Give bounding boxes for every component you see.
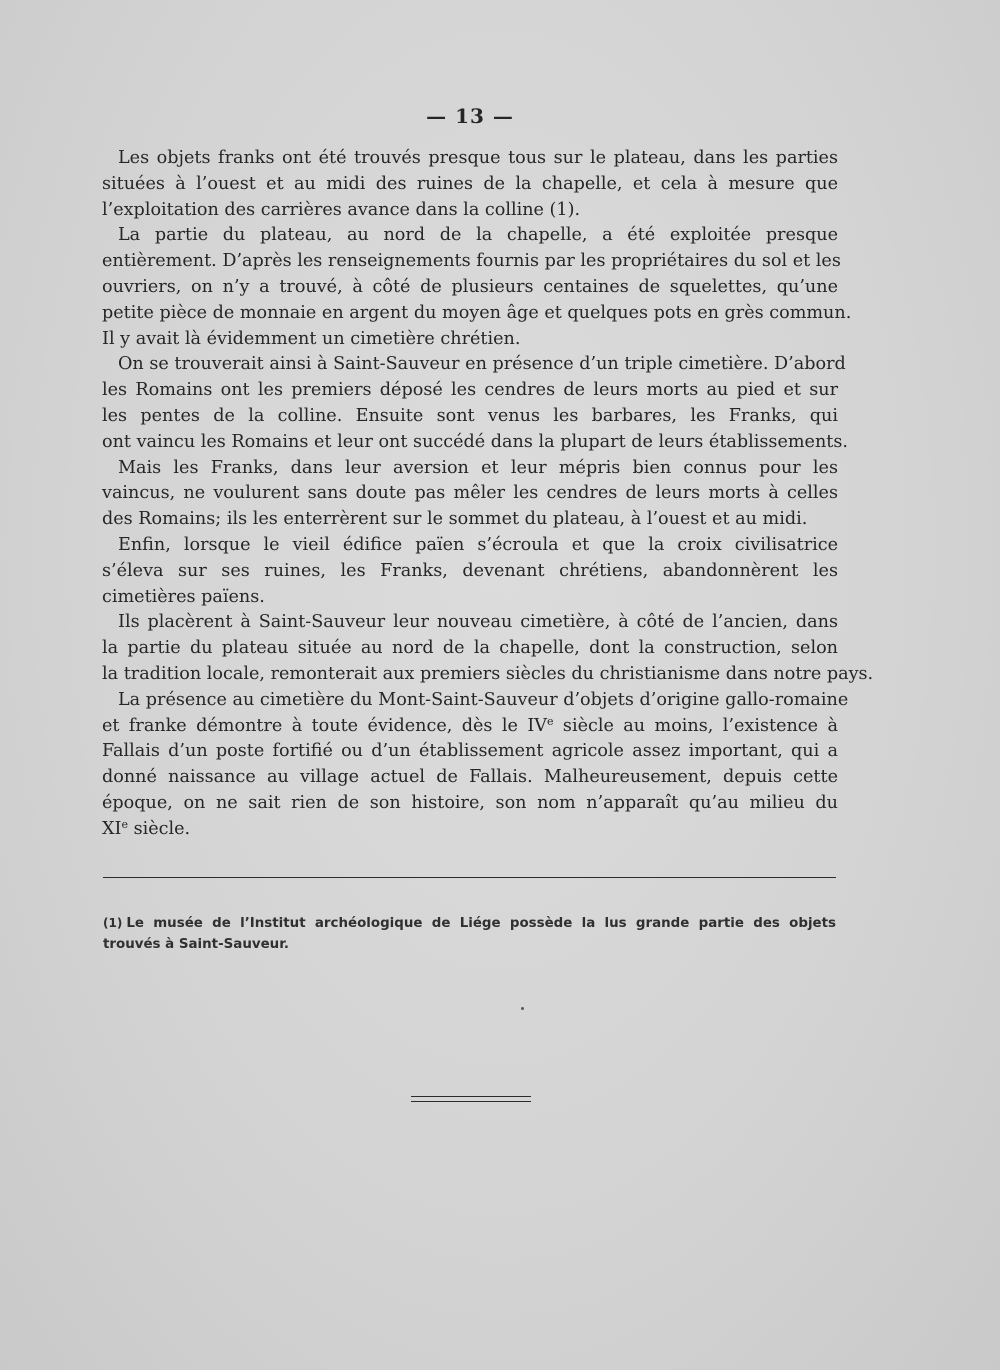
text-line: Mais les Franks, dans leur aversion et leur mépris bien connus pour les — [118, 457, 838, 478]
text-line: cimetières païens. — [102, 586, 265, 607]
footnote — [103, 912, 836, 956]
page-number: — 13 — — [426, 104, 514, 128]
text-line: La présence au cimetière du Mont-Saint-Sauveur d’objets d’origine gallo-romaine — [118, 689, 849, 710]
paragraph — [102, 352, 848, 455]
text-line: donné naissance au village actuel de Fallais. Malheureusement, depuis cette — [102, 767, 838, 788]
text-line: entièrement. D’après les renseignements fournis par les propriétaires du sol et les — [102, 251, 841, 272]
text-line: situées à l’ouest et au midi des ruines de la chapelle, et cela à mesure que — [102, 173, 838, 194]
text-line: Les objets franks ont été trouvés presque tous sur le plateau, dans les parties — [118, 148, 838, 168]
paragraph — [102, 146, 838, 223]
paragraph — [102, 610, 874, 687]
text-line: vaincus, ne voulurent sans doute pas mêler les cendres de leurs morts à celles — [102, 483, 838, 504]
text-line: Il y avait là évidemment un cimetière chrétien. — [102, 328, 521, 349]
text-line: les pentes de la colline. Ensuite sont venus les barbares, les Franks, qui — [102, 405, 838, 426]
text-line: petite pièce de monnaie en argent du moyen âge et quelques pots en grès commun. — [102, 302, 852, 323]
footnote-marker: (1) — [103, 916, 123, 930]
text-line: Fallais d’un poste fortifié ou d’un établissement agricole assez important, qui a — [102, 741, 838, 762]
ornament-bar — [411, 1101, 531, 1102]
ornament-bar — [411, 1096, 531, 1097]
text-line: s’éleva sur ses ruines, les Franks, devenant chrétiens, abandonnèrent les — [102, 560, 838, 581]
paragraph — [102, 688, 849, 843]
text-line: Ils placèrent à Saint-Sauveur leur nouveau cimetière, à côté de l’ancien, dans — [118, 612, 838, 633]
text-line: et franke démontre à toute évidence, dès le IVe siècle au moins, l’existence à — [102, 714, 838, 736]
paragraph — [102, 533, 838, 610]
text-line: ouvriers, on n’y a trouvé, à côté de plusieurs centaines de squelettes, qu’une — [102, 276, 838, 297]
paragraph — [102, 223, 852, 352]
text-line: On se trouverait ainsi à Saint-Sauveur en présence d’un triple cimetière. D’abord — [118, 354, 846, 375]
text-line: la tradition locale, remonterait aux premiers siècles du christianisme dans notre pays. — [102, 663, 874, 684]
text-line: des Romains; ils les enterrèrent sur le sommet du plateau, à l’ouest et au midi. — [102, 509, 808, 530]
text-line: l’exploitation des carrières avance dans la colline (1). — [102, 199, 581, 220]
text-line: la partie du plateau située au nord de la chapelle, dont la construction, selon — [102, 638, 838, 659]
footnote-line — [103, 912, 836, 934]
end-ornament-double-rule — [411, 1096, 531, 1102]
paragraph — [102, 456, 838, 533]
text-line: Enfin, lorsque le vieil édifice païen s’écroula et que la croix civilisatrice — [118, 534, 838, 555]
ordinal-superscript: e — [121, 817, 128, 831]
ordinal-superscript: e — [546, 714, 554, 728]
ink-speck — [521, 1007, 524, 1010]
text-line: époque, on ne sait rien de son histoire, son nom n’apparaît qu’au milieu du — [102, 792, 838, 813]
text-line: ont vaincu les Romains et leur ont succédé dans la plupart de leurs établissements. — [102, 431, 848, 452]
footnote-text: Le musée de l’Institut archéologique de Liége possède la lus grande partie des objets — [126, 916, 836, 931]
text-line: les Romains ont les premiers déposé les cendres de leurs morts au pied et sur — [102, 380, 838, 401]
footnote-rule — [103, 877, 836, 878]
body-text — [102, 146, 874, 843]
footnote-line: trouvés à Saint-Sauveur. — [103, 937, 289, 952]
text-line: La partie du plateau, au nord de la chapelle, a été exploitée presque — [118, 225, 838, 246]
text-line: XIe siècle. — [102, 817, 191, 839]
